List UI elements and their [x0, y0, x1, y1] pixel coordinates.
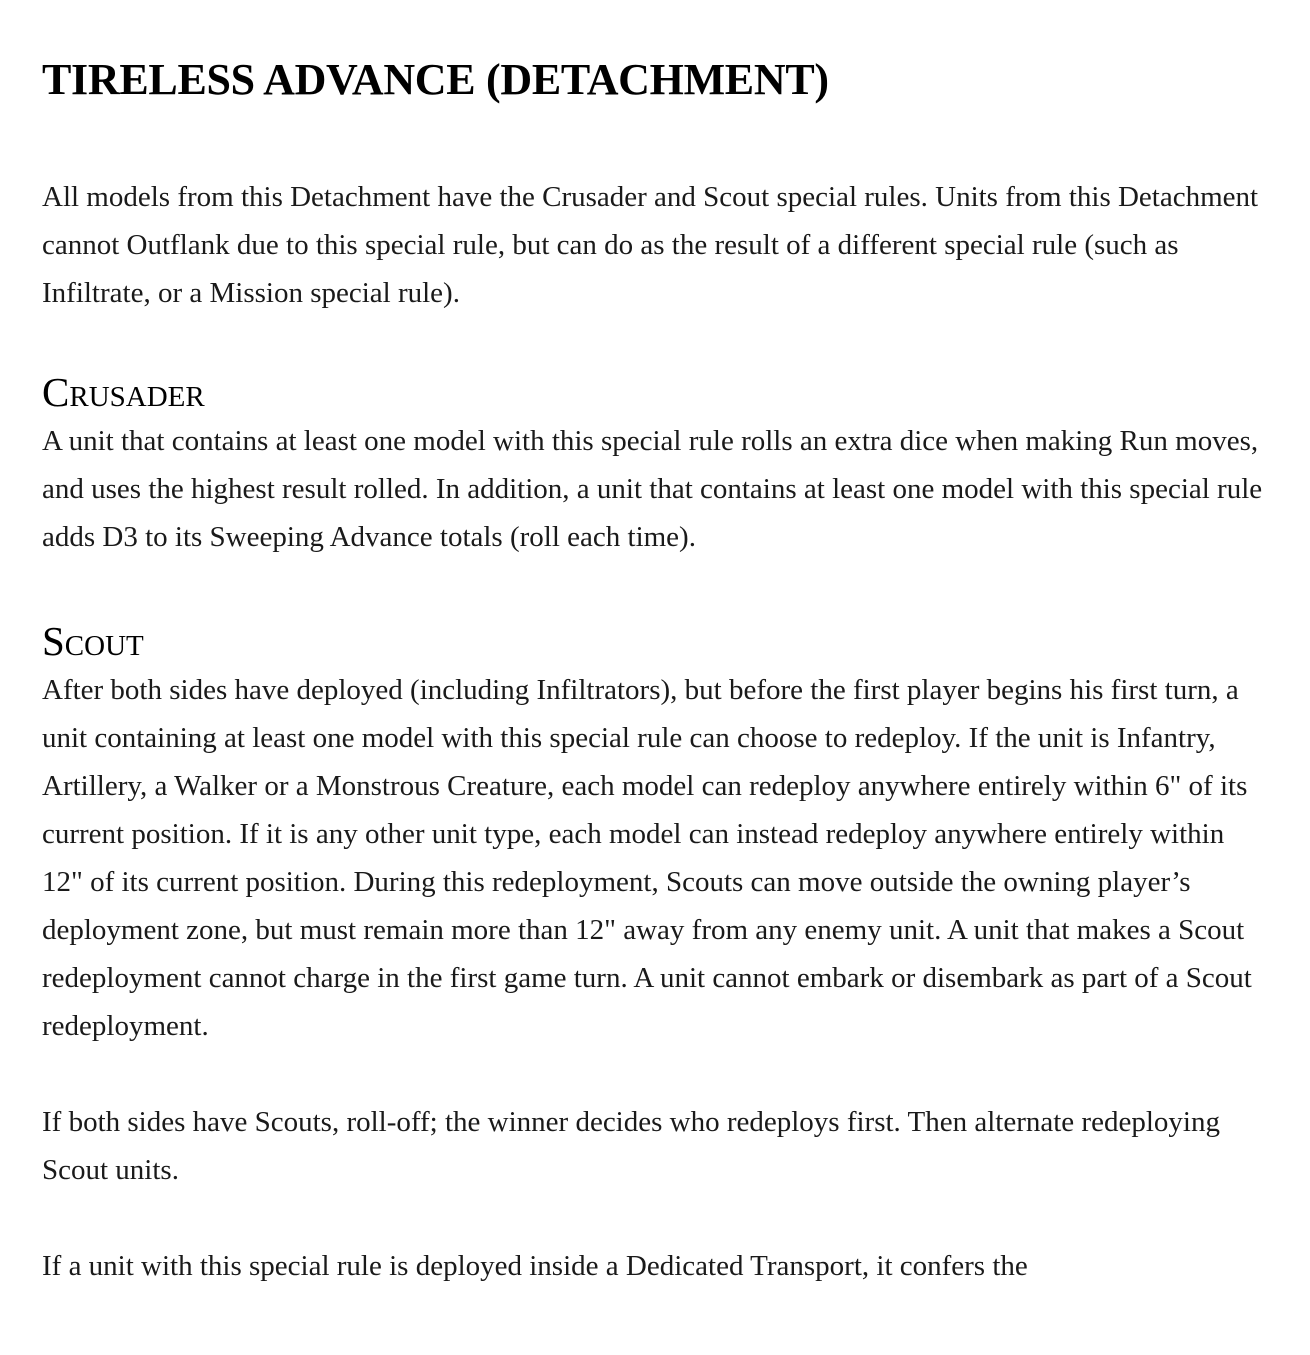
document-page [42, 52, 1272, 1290]
scout-paragraph-3: If a unit with this special rule is deployed inside a Dedicated Transport, it confers the [42, 1250, 1028, 1282]
crusader-paragraph: A unit that contains at least one model with this special rule rolls an extra dice when making Run moves, and uses the highest result rolled. In addition, a unit that contains at least one model with this special rule adds D3 to its Sweeping Advance totals (roll each time). [42, 425, 1263, 553]
scout-paragraph-1: After both sides have deployed (including Infiltrators), but before the first player begins his first turn, a unit containing at least one model with this special rule can choose to redeploy. If the unit is Infantry, Artillery, a Walker or a Monstrous Creature, each model can redeploy anywhere entirely within 6" of its current position. If it is any other unit type, each model can instead redeploy anywhere entirely within 12" of its current position. During this redeployment, Scouts can move outside the owning player’s deployment zone, but must remain more than 12" away from any enemy unit. A unit that makes a Scout redeployment cannot charge in the first game turn. A unit cannot embark or disembark as part of a Scout redeployment. [42, 674, 1252, 1042]
intro-paragraph: All models from this Detachment have the Crusader and Scout special rules. Units from this Detachment cannot Outflank due to this special rule, but can do as the result of a different special rule (such as Infiltrate, or a Mission special rule). [42, 181, 1259, 309]
page-title: TIRELESS ADVANCE (DETACHMENT) [42, 55, 829, 104]
section-heading-scout: Scout [42, 618, 144, 664]
scout-paragraph-2: If both sides have Scouts, roll-off; the winner decides who redeploys first. Then alternate redeploying Scout units. [42, 1106, 1220, 1186]
section-heading-crusader: Crusader [42, 369, 205, 415]
